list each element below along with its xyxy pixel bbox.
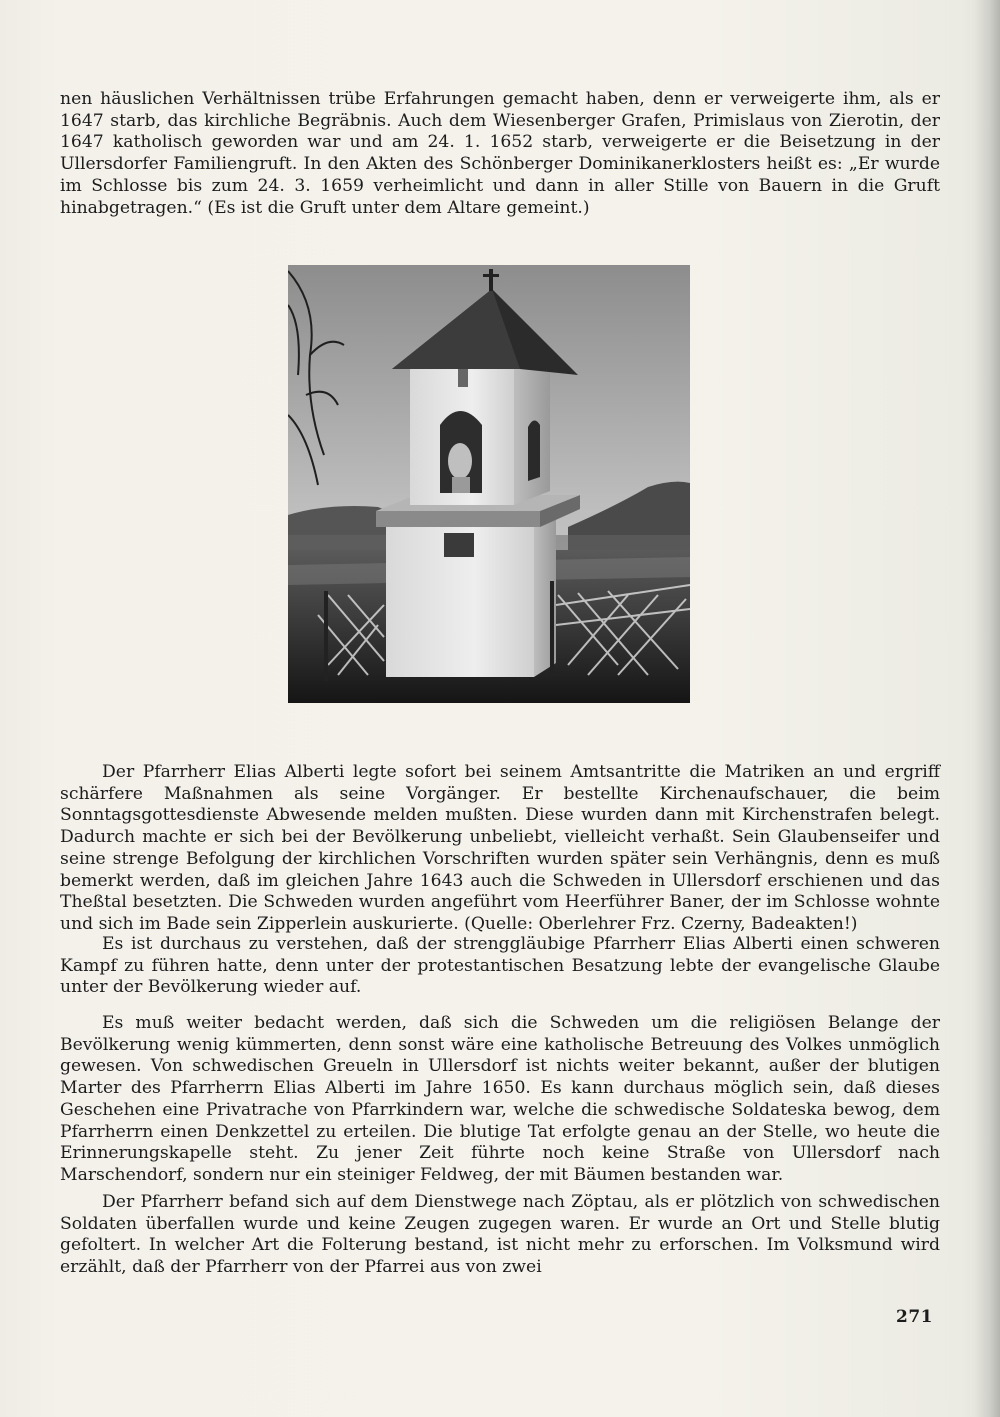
cross [489, 269, 493, 291]
binding-shadow [974, 0, 1000, 1417]
paragraph-continuation: nen häuslichen Verhältnissen trübe Erfahrungen gemacht haben, denn er verweigerte ihm, als er 1647 starb, das kirchliche Begräbnis. Auch dem Wiesenberger Grafen, Primislaus von Zierotin, der 1647 katholisch geworden war und am 24. 1. 1652 starb, verweigerte er die Beisetzung in der Ullersdorfer Familiengruft. In den Akten des Schönberger Dominikanerklosters heißt es: „Er wurde im Schlosse bis zum 24. 3. 1659 verheimlicht und dann in aller Stille von Bauern in die Gruft hinabgetragen.“ (Es ist die Gruft unter dem Altare gemeint.) [60, 89, 940, 218]
paragraph-kampf: Es ist durchaus zu verstehen, daß der strenggläubige Pfarrherr Elias Alberti einen schweren Kampf zu führen hatte, denn unter der protestantischen Besatzung lebte der evangelische Glaube unter der Bevölkerung wieder auf. [60, 934, 940, 998]
chapel-photograph [288, 265, 690, 703]
paragraph-alberti-matriken: Der Pfarrherr Elias Alberti legte sofort bei seinem Amtsantritte die Matriken an und ergriff schärfere Maßnahmen als seine Vorgänger. Er bestellte Kirchenaufschauer, die beim Sonntagsgottesdienste Abwesende melden mußten. Diese wurden dann mit Kirchenstrafen belegt. Dadurch machte er sich bei der Bevölkerung unbeliebt, vielleicht verhaßt. Sein Glaubenseifer und seine strenge Befolgung der kirchlichen Vorschriften wurden später sein Verhängnis, denn es muß bemerkt werden, daß im gleichen Jahre 1643 auch die Schweden in Ullersdorf erschienen und das Theßtal besetzten. Die Schweden wurden angeführt vom Heerführer Baner, der im Schlosse wohnte und sich im Bade sein Zipperlein auskurierte. (Quelle: Oberlehrer Frz. Czerny, Badeakten!) [60, 762, 940, 934]
paragraph-schweden: Es muß weiter bedacht werden, daß sich die Schweden um die religiösen Belange der Bevölkerung wenig kümmerten, denn sonst wäre eine katholische Betreuung des Volkes unmöglich gewesen. Von schwedischen Greueln in Ullersdorf ist nichts weiter bekannt, außer der blutigen Marter des Pfarrherrn Elias Alberti im Jahre 1650. Es kann durchaus möglich sein, daß dieses Geschehen eine Privatrache von Pfarrkindern war, welche die schwedische Soldateska bewog, dem Pfarrherrn einen Denkzettel zu erteilen. Die blutige Tat erfolgte genau an der Stelle, wo heute die Erinnerungskapelle steht. Zu jener Zeit führte noch keine Straße von Ullersdorf nach Marschendorf, sondern nur ein steiniger Feldweg, der mit Bäumen bestanden war. [60, 1013, 940, 1185]
plaque [444, 533, 474, 557]
paragraph-dienstwege: Der Pfarrherr befand sich auf dem Dienstwege nach Zöptau, als er plötzlich von schwedischen Soldaten überfallen wurde und keine Zeugen zugegen waren. Er wurde an Ort und Stelle blutig gefoltert. In welcher Art die Folterung bestand, ist nicht mehr zu erforschen. Im Volksmund wird erzählt, daß der Pfarrherr von der Pfarrei aus von zwei [60, 1192, 940, 1278]
page-number: 271 [896, 1307, 933, 1327]
